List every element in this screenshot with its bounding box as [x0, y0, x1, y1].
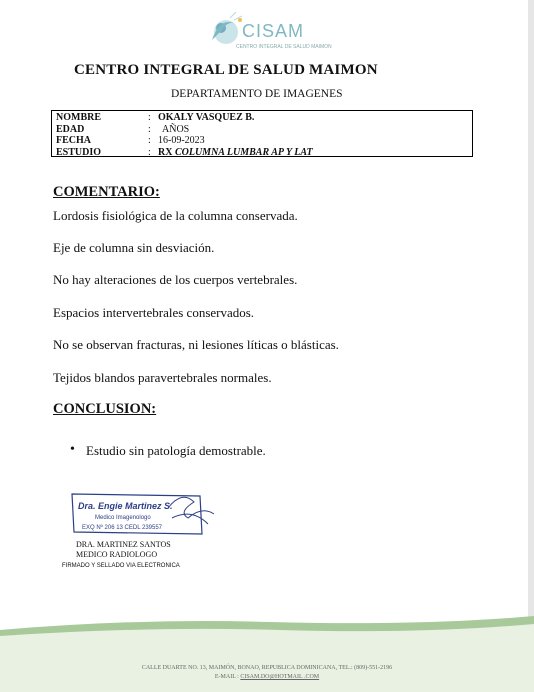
- footer-address: CALLE DUARTE NO. 13, MAIMÓN, BONAO, REPUBLICA DOMINICANA, TEL.: (809)-551-2196: [141, 665, 393, 671]
- separator: :: [148, 135, 151, 146]
- separator: :: [148, 146, 151, 158]
- study-type-row: [56, 147, 468, 159]
- patient-info-box: [51, 110, 473, 157]
- stamp-name: Dra. Engie Martinez S.: [78, 501, 173, 511]
- study-type-label: ESTUDIO: [56, 146, 102, 158]
- study-type-detail: COLUMNA LUMBAR AP Y LAT: [174, 146, 313, 158]
- doctor-name: DRA. MARTINEZ SANTOS: [76, 540, 171, 549]
- patient-age-label: EDAD: [56, 123, 85, 135]
- footer-email-line: [0, 674, 534, 680]
- footer-email-label: E-MAIL :: [214, 674, 241, 680]
- stamp-title: Medico Imagenologo: [95, 515, 151, 521]
- patient-age-value: AÑOS: [162, 123, 190, 135]
- department-title: DEPARTAMENTO DE IMAGENES: [171, 88, 343, 100]
- signed-note: FIRMADO Y SELLADO VIA ELECTRONICA: [62, 563, 180, 569]
- comentario-heading: COMENTARIO:: [53, 184, 160, 200]
- patient-age-row: [56, 124, 468, 136]
- patient-name-label: NOMBRE: [56, 112, 101, 123]
- study-date-value: 16-09-2023: [158, 135, 205, 146]
- page-edge: [528, 0, 534, 692]
- study-type-prefix: RX: [158, 146, 175, 158]
- comment-line: No se observan fracturas, ni lesiones líticas o blásticas.: [53, 337, 339, 352]
- comment-line: Eje de columna sin desviación.: [53, 240, 215, 255]
- separator: :: [148, 112, 151, 123]
- signature-scribble-icon: [68, 488, 216, 540]
- study-date-row: [56, 135, 468, 147]
- logo-word: CISAM: [242, 21, 305, 41]
- comment-line: Lordosis fisiológica de la columna conservada.: [53, 208, 298, 223]
- stamp-exequatur: EXQ Nº 206 13 CEDL 239557: [82, 525, 163, 531]
- comment-line: Tejidos blandos paravertebrales normales.: [53, 370, 272, 385]
- doctor-title: MEDICO RADIOLOGO: [76, 550, 158, 559]
- study-date-label: FECHA: [56, 135, 91, 146]
- cisam-logo: [206, 10, 332, 54]
- conclusion-list: [70, 443, 266, 459]
- study-type-value: [158, 147, 313, 159]
- patient-name-row: [56, 112, 468, 124]
- patient-name-value: OKALY VASQUEZ B.: [158, 112, 255, 123]
- signature-stamp: [68, 488, 216, 540]
- separator: :: [148, 123, 151, 135]
- doctor-block: [76, 540, 171, 560]
- logo-subtitle: CENTRO INTEGRAL DE SALUD MAIMON: [236, 44, 332, 50]
- comment-line: No hay alteraciones de los cuerpos vertebrales.: [53, 272, 298, 287]
- conclusion-item: • Estudio sin patología demostrable.: [70, 443, 266, 459]
- page-title: CENTRO INTEGRAL DE SALUD MAIMON: [74, 62, 378, 78]
- comment-line: Espacios intervertebrales conservados.: [53, 305, 255, 320]
- conclusion-heading: CONCLUSION:: [53, 401, 157, 417]
- footer-email[interactable]: CISAM.DO@HOTMAIL .COM: [240, 674, 320, 680]
